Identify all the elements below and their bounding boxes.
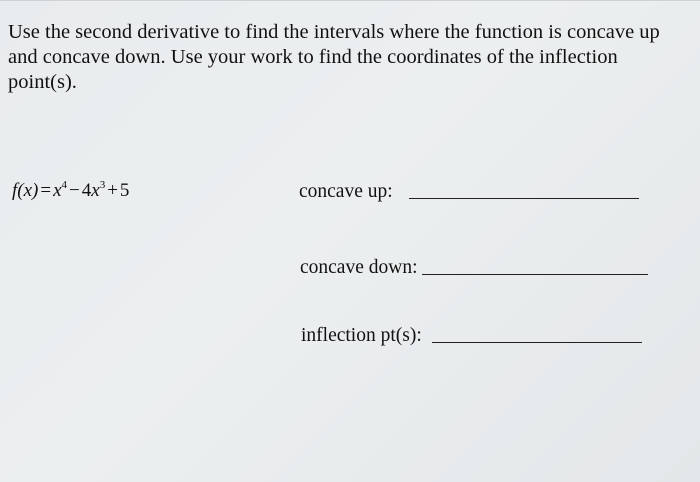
equals-sign: = [40,180,52,201]
constant-term: 5 [119,180,130,201]
term1-exponent: 4 [61,179,68,191]
concave-down-label: concave down: [300,257,418,278]
problem-instructions: Use the second derivative to find the intervals where the function is concave up and concave down. Use your work to find the coordinates of the inflection point(s). [8,21,660,93]
term1-base: x [53,180,62,201]
inflection-points-label: inflection pt(s): [301,325,422,346]
concave-down-answer-line[interactable] [422,273,648,275]
concave-up-row [299,181,639,203]
concave-up-answer-line[interactable] [409,197,639,199]
function-definition [12,180,129,202]
term2-base: x [91,180,100,201]
term2-exponent: 3 [99,179,106,191]
plus-sign: + [107,180,118,201]
minus-sign: − [69,180,80,201]
function-lhs: f(x) [12,180,39,201]
inflection-points-row [301,325,642,347]
concave-up-label: concave up: [299,181,393,202]
inflection-points-answer-line[interactable] [432,341,642,343]
page-edge [0,0,700,1]
term2-coefficient: 4 [81,180,92,201]
concave-down-row [300,257,648,279]
